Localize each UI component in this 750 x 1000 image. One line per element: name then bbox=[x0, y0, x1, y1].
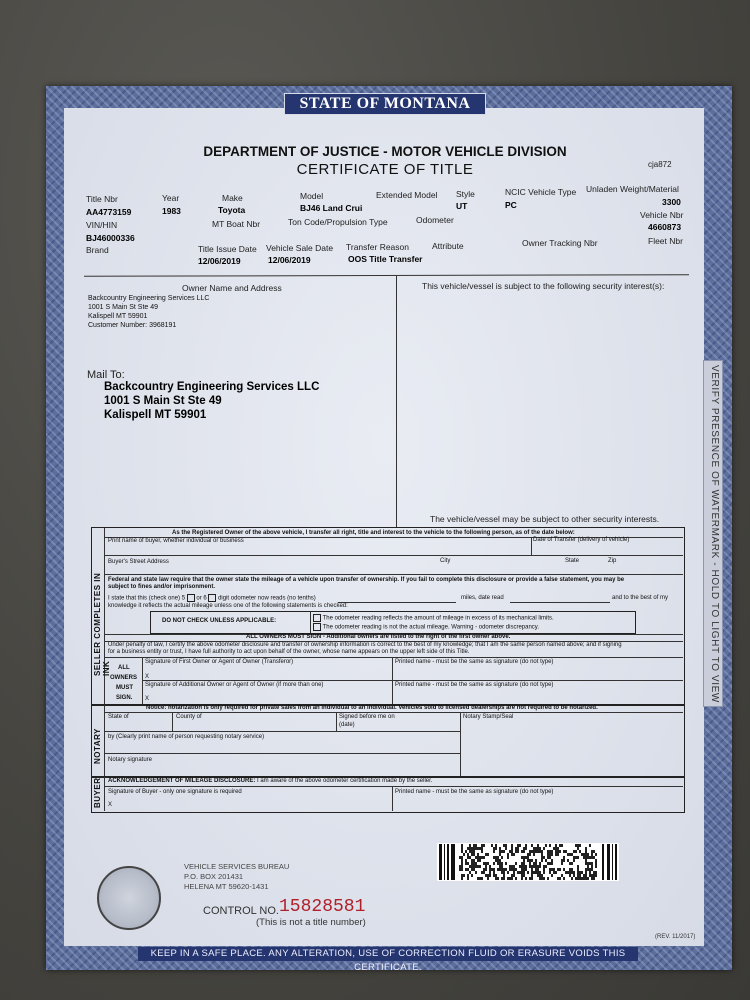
ack-rest: I am aware of the above odometer certification made by the seller. bbox=[257, 778, 433, 784]
ncic-label: NCIC Vehicle Type bbox=[505, 187, 577, 197]
watermark-strip: VERIFY PRESENCE OF WATERMARK - HOLD TO LIGHT TO VIEW bbox=[703, 360, 723, 707]
vehicle-nbr-value: 4660873 bbox=[648, 222, 682, 232]
odometer-statement-b: or 6 bbox=[196, 595, 207, 602]
revision: (REV. 11/2017) bbox=[655, 934, 696, 940]
knowledge-text: knowledge it reflects the actual mileage unless one of the following statements is checked: bbox=[108, 603, 348, 609]
street-label: Buyer's Street Address bbox=[108, 559, 169, 565]
seller-intro: As the Registered Owner of the above vehicle, I transfer all right, title and interest to the vehicle to the following person, as of the date below: bbox=[172, 530, 575, 536]
make-value: Toyota bbox=[218, 205, 246, 215]
notary-signature-label: Notary signature bbox=[108, 757, 153, 763]
mileage-acknowledgement bbox=[108, 778, 432, 785]
owner-line-4: Customer Number: 3968191 bbox=[88, 322, 177, 329]
date-transfer-label: Date of Transfer (delivery of vehicle) bbox=[533, 537, 630, 543]
odometer-statement-c: digit odometer now reads (no tenths) bbox=[218, 595, 316, 602]
certificate-heading: CERTIFICATE OF TITLE bbox=[296, 161, 474, 178]
first-owner-sig-label: Signature of First Owner or Agent of Owner (Transferor) bbox=[145, 659, 294, 665]
notary-by-label: by (Clearly print name of person requesting notary service) bbox=[108, 734, 265, 740]
state-of-label: State of bbox=[108, 714, 129, 720]
footer-banner: KEEP IN A SAFE PLACE. ANY ALTERATION, USE OF CORRECTION FLUID OR ERASURE VOIDS THIS CERTIFICATE. bbox=[138, 947, 638, 961]
brand-label: Brand bbox=[86, 245, 109, 255]
not-actual-checkbox[interactable] bbox=[313, 623, 321, 631]
county-of-label: County of bbox=[176, 714, 202, 720]
best-of-my-label: and to the best of my bbox=[612, 595, 669, 601]
style-label: Style bbox=[456, 189, 475, 199]
make-label: Make bbox=[222, 193, 243, 203]
control-label: CONTROL NO. bbox=[203, 905, 279, 917]
issue-date-label: Title Issue Date bbox=[198, 244, 257, 254]
title-nbr-value: AA4773159 bbox=[86, 207, 132, 217]
do-not-check-divider bbox=[310, 611, 311, 633]
excess-text: The odometer reading reflects the amount of mileage in excess of its mechanical limits. bbox=[322, 615, 554, 622]
printed-name-1: Printed name - must be the same as signature (do not type) bbox=[395, 659, 554, 665]
penalty-line-1: Under penalty of law, I certify the above odometer disclosure and transfer of ownership information is correct to the best of my knowledge; that I am the same person named above; and if signing bbox=[108, 642, 622, 648]
barcode bbox=[437, 843, 619, 881]
notary-rule-3 bbox=[105, 753, 460, 754]
model-label: Model bbox=[300, 191, 324, 201]
federal-law-line-2: subject to fines and/or imprisonment. bbox=[108, 584, 216, 590]
title-nbr-label: Title Nbr bbox=[86, 194, 118, 204]
buyer-side-divider bbox=[104, 777, 105, 811]
zip-label: Zip bbox=[608, 558, 617, 564]
vin-value: BJ46000336 bbox=[86, 233, 135, 243]
issue-date-value: 12/06/2019 bbox=[198, 256, 241, 266]
seller-rule-6 bbox=[105, 657, 683, 658]
all-owners-3: MUST bbox=[116, 685, 133, 691]
owner-line-3: Kalispell MT 59901 bbox=[88, 313, 148, 320]
security-interest-text: This vehicle/vessel is subject to the following security interest(s): bbox=[422, 281, 665, 291]
vehicle-nbr-label: Vehicle Nbr bbox=[640, 210, 684, 220]
date-divider bbox=[531, 537, 532, 555]
five-digit-checkbox[interactable] bbox=[187, 594, 195, 602]
model-value: BJ46 Land Crui bbox=[300, 203, 363, 213]
vin-label: VIN/HIN bbox=[86, 220, 118, 230]
state-label: State bbox=[565, 558, 580, 564]
notary-divider-3 bbox=[460, 713, 461, 776]
date-label: (date) bbox=[339, 722, 355, 728]
owner-heading: Owner Name and Address bbox=[182, 283, 282, 293]
unladen-value: 3300 bbox=[662, 197, 681, 207]
transfer-reason-value: OOS Title Transfer bbox=[348, 254, 423, 264]
buyer-name-label: Print name of buyer, whether individual or business bbox=[108, 538, 244, 544]
odometer-label: Odometer bbox=[416, 215, 454, 225]
odometer-statement-a: I state that this (check one) 5 bbox=[108, 595, 186, 602]
federal-law-line-1: Federal and state law require that the owner state the mileage of a vehicle upon transfer of ownership. If you fail to complete this disclosure or provide a false statement, you may be bbox=[108, 577, 625, 583]
buyer-rule bbox=[105, 786, 683, 787]
owner-line-2: 1001 S Main St Ste 49 bbox=[88, 304, 159, 311]
seller-rule-7 bbox=[142, 680, 683, 681]
mail-to-label: Mail To: bbox=[87, 369, 125, 381]
seller-side-label: SELLER COMPLETES IN INK bbox=[93, 572, 111, 676]
form-code: cja872 bbox=[648, 160, 672, 169]
six-digit-checkbox[interactable] bbox=[208, 594, 216, 602]
bureau-line-2: P.O. BOX 201431 bbox=[184, 872, 244, 881]
buyer-x[interactable]: X bbox=[108, 802, 113, 808]
bureau-line-3: HELENA MT 59620-1431 bbox=[184, 882, 269, 891]
vertical-divider bbox=[396, 276, 397, 528]
not-actual-text: The odometer reading is not the actual mileage. Warning - odometer discrepancy. bbox=[322, 624, 540, 631]
notary-side-label: NOTARY bbox=[93, 728, 102, 764]
buyer-printed-name: Printed name - must be the same as signature (do not type) bbox=[395, 789, 554, 795]
mail-line-2: 1001 S Main St Ste 49 bbox=[104, 395, 222, 407]
attribute-label: Attribute bbox=[432, 241, 464, 251]
mt-boat-label: MT Boat Nbr bbox=[212, 219, 261, 229]
owner-line-1: Backcountry Engineering Services LLC bbox=[88, 295, 210, 302]
buyer-side-label: BUYER bbox=[93, 777, 102, 808]
printed-name-2: Printed name - must be the same as signature (do not type) bbox=[395, 682, 554, 688]
miles-label: miles, date read bbox=[461, 595, 504, 601]
seller-rule-2 bbox=[105, 555, 683, 556]
mail-line-3: Kalispell MT 59901 bbox=[104, 409, 207, 421]
not-actual-option bbox=[313, 623, 539, 632]
buyer-sig-label: Signature of Buyer - only one signature is required bbox=[108, 789, 242, 795]
all-owners-heading: ALL OWNERS MUST SIGN - Additional owners are listed to the right of the first owner above. bbox=[246, 634, 511, 640]
notary-notice: Notice: notarization is only required for private sales from an individual to an individual. Vehicles sold to licensed dealerships are not required to be notarized. bbox=[146, 705, 598, 711]
notary-rule-2 bbox=[105, 731, 460, 732]
owner-tracking-label: Owner Tracking Nbr bbox=[522, 238, 598, 248]
additional-owner-sig-label: Signature of Additional Owner or Agent of Owner (if more than one) bbox=[145, 682, 324, 688]
control-number: 15828581 bbox=[279, 897, 366, 917]
sale-date-label: Vehicle Sale Date bbox=[266, 243, 334, 253]
department-heading: DEPARTMENT OF JUSTICE - MOTOR VEHICLE DIVISION bbox=[203, 144, 567, 159]
bureau-line-1: VEHICLE SERVICES BUREAU bbox=[184, 862, 290, 871]
first-owner-x[interactable]: X bbox=[145, 674, 150, 680]
odometer-statement bbox=[108, 594, 316, 603]
excess-checkbox[interactable] bbox=[313, 614, 321, 622]
mail-line-1: Backcountry Engineering Services LLC bbox=[104, 381, 320, 393]
all-owners-1: ALL bbox=[118, 665, 130, 671]
extended-model-label: Extended Model bbox=[376, 190, 438, 200]
notary-rule-1 bbox=[105, 712, 683, 713]
ton-code-label: Ton Code/Propulsion Type bbox=[288, 217, 388, 227]
transfer-reason-label: Transfer Reason bbox=[346, 242, 409, 252]
seller-rule-3 bbox=[105, 574, 683, 575]
excess-mileage-option bbox=[313, 614, 554, 623]
sale-date-value: 12/06/2019 bbox=[268, 255, 311, 265]
other-security-text: The vehicle/vessel may be subject to other security interests. bbox=[430, 514, 660, 524]
notary-stamp-label: Notary Stamp/Seal bbox=[463, 714, 514, 720]
odometer-line bbox=[338, 602, 456, 603]
date-read-line bbox=[510, 602, 610, 603]
signed-before-label: Signed before me on bbox=[339, 714, 395, 720]
year-label: Year bbox=[162, 193, 180, 203]
all-owners-2: OWNERS bbox=[110, 675, 137, 681]
ack-bold: ACKNOWLEDGEMENT OF MILEAGE DISCLOSURE: bbox=[108, 778, 256, 784]
do-not-check-label: DO NOT CHECK UNLESS APPLICABLE: bbox=[162, 618, 277, 624]
notary-divider-2 bbox=[336, 713, 337, 731]
city-label: City bbox=[440, 558, 451, 564]
fleet-nbr-label: Fleet Nbr bbox=[648, 236, 683, 246]
notary-divider-1 bbox=[172, 713, 173, 731]
control-note: (This is not a title number) bbox=[256, 917, 366, 928]
ncic-value: PC bbox=[505, 200, 517, 210]
year-value: 1983 bbox=[162, 206, 181, 216]
notary-side-divider bbox=[104, 705, 105, 776]
all-owners-4: SIGN. bbox=[116, 695, 133, 701]
state-banner: STATE OF MONTANA bbox=[284, 93, 486, 115]
state-seal bbox=[97, 866, 161, 930]
unladen-label: Unladen Weight/Material bbox=[586, 184, 679, 194]
additional-owner-x[interactable]: X bbox=[145, 696, 150, 702]
buyer-divider bbox=[392, 787, 393, 811]
style-value: UT bbox=[456, 201, 468, 211]
penalty-line-2: for a business entity or trust, I have full authority to act upon behalf of the owner, whose name appears on the upper left side of this Title. bbox=[108, 649, 470, 655]
